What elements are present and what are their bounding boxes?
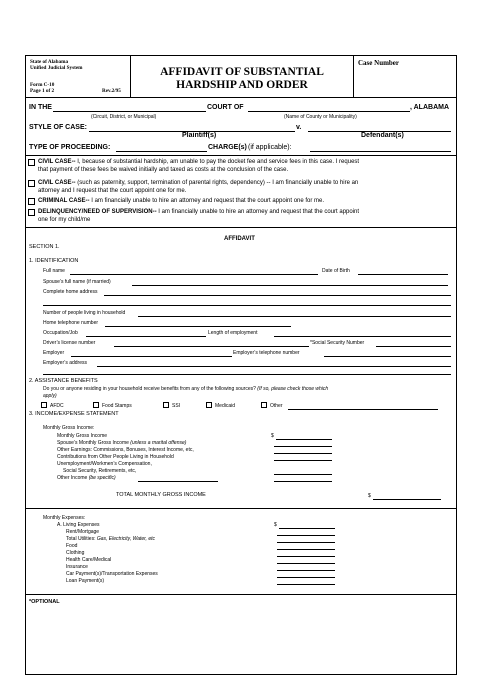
form-number: Form C-10: [30, 82, 55, 88]
civil-case-fees-checkbox[interactable]: [28, 159, 35, 166]
assistance-note: apply): [43, 393, 57, 399]
home-phone-label: Home telephone number: [43, 320, 99, 326]
food-stamps-checkbox[interactable]: [93, 402, 99, 408]
utilities-label: Total Utilities: Gas, Electricity, Water, etc: [66, 536, 156, 542]
criminal-case-checkbox[interactable]: [28, 198, 35, 205]
optional-note: *OPTIONAL: [29, 599, 60, 605]
employer-field[interactable]: [71, 356, 232, 357]
assistance-title: 2. ASSISTANCE BENEFITS: [29, 378, 98, 384]
rent-label: Rent/Mortgage: [66, 529, 100, 535]
home-address-label: Complete home address: [43, 289, 98, 295]
case-number-label: Case Number: [358, 59, 400, 67]
footer-divider: [26, 594, 456, 595]
type-proceeding-label: TYPE OF PROCEEDING:: [29, 144, 111, 151]
alabama-label: , ALABAMA: [410, 104, 450, 111]
employer-address-field-2[interactable]: [43, 374, 451, 375]
other-benefit-field[interactable]: [288, 409, 438, 410]
insurance-label: Insurance: [66, 564, 88, 570]
contributions-label: Contributions from Other People Living in Household: [57, 454, 174, 460]
delinquency-checkbox[interactable]: [28, 209, 35, 216]
length-employment-field[interactable]: [274, 336, 451, 337]
total-income-field[interactable]: [373, 499, 441, 500]
income-heading: Monthly Gross Income:: [43, 425, 95, 431]
loan-payment-field[interactable]: [277, 584, 335, 585]
full-name-label: Full name: [43, 268, 65, 274]
in-the-label: IN THE: [29, 104, 52, 111]
contributions-field[interactable]: [274, 460, 332, 461]
employer-phone-field[interactable]: [324, 356, 451, 357]
spouse-name-label: Spouse’s full name (if married): [43, 279, 111, 285]
other-earnings-label: Other Earnings: Commissions, Bonuses, Interest Income, etc,: [57, 447, 194, 453]
if-applicable-label: (if applicable):: [248, 144, 292, 151]
rent-field[interactable]: [277, 535, 335, 536]
options-divider: [26, 227, 456, 228]
medicaid-label: Medicaid: [215, 403, 236, 409]
assistance-question: Do you or anyone residing in your household receive benefits from any of the following sources? (If so, please check those which: [43, 386, 329, 392]
plaintiffs-label: Plaintiff(s): [182, 132, 217, 139]
court-type-hint: (Circuit, District, or Municipal): [91, 114, 157, 120]
insurance-field[interactable]: [277, 570, 335, 571]
option-2-line-2: attorney and I request that the court appoint one for me.: [38, 188, 187, 194]
dob-label: Date of Birth: [322, 268, 350, 274]
social-security-label: Social Security, Retirements, etc,: [63, 468, 137, 474]
total-income-dollar: $: [368, 493, 371, 499]
household-count-label: Number of people living in household: [43, 310, 126, 316]
option-3-line-1: CRIMINAL CASE-- I am financially unable to hire an attorney and request that the court appoint one for me.: [38, 198, 325, 204]
other-benefit-label: Other: [270, 403, 283, 409]
employer-phone-label: Employer’s telephone number: [233, 350, 300, 356]
court-of-label: COURT OF: [207, 104, 244, 111]
afdc-label: AFDC: [50, 403, 64, 409]
full-name-field[interactable]: [70, 274, 318, 275]
revision: Rev.2/95: [102, 88, 121, 94]
form-page: [25, 55, 457, 675]
ssi-label: SSI: [172, 403, 181, 409]
car-payment-field[interactable]: [277, 577, 335, 578]
ssn-label: *Social Security Number: [310, 340, 365, 346]
income-expense-title: 3. INCOME/EXPENSE STATEMENT: [29, 411, 119, 417]
option-4-line-1: DELINQUENCY/NEED OF SUPERVISION-- I am financially unable to hire an attorney and request that the court appoint: [38, 209, 360, 215]
court-info-box: [26, 56, 131, 97]
clothing-field[interactable]: [277, 556, 335, 557]
spouse-income-field[interactable]: [274, 446, 332, 447]
affidavit-heading: AFFIDAVIT: [224, 236, 255, 242]
title-line-1: AFFIDAVIT OF SUBSTANTIAL: [160, 66, 324, 78]
county-field[interactable]: [248, 111, 410, 112]
state-label: State of Alabama: [30, 59, 69, 65]
caption-divider: [26, 155, 456, 156]
medicaid-checkbox[interactable]: [206, 402, 212, 408]
spouse-name-field[interactable]: [132, 285, 448, 286]
defendants-label: Defendant(s): [361, 132, 404, 139]
loan-payment-label: Loan Payment(s): [66, 578, 105, 584]
other-income-field[interactable]: [274, 481, 332, 482]
license-field[interactable]: [114, 346, 309, 347]
total-income-label: TOTAL MONTHLY GROSS INCOME: [116, 492, 206, 498]
county-hint: (Name of County or Municipality): [284, 114, 357, 120]
employer-label: Employer: [43, 350, 65, 356]
identification-title: 1. IDENTIFICATION: [29, 258, 79, 264]
food-label: Food: [66, 543, 78, 549]
health-care-field[interactable]: [277, 563, 335, 564]
home-phone-field[interactable]: [105, 326, 291, 327]
option-4-line-2: one for my child/me: [38, 217, 91, 223]
court-type-field[interactable]: [53, 111, 206, 112]
unemployment-field[interactable]: [274, 474, 332, 475]
car-payment-label: Car Payment(s)/Transportation Expenses: [66, 571, 158, 577]
living-expenses-dollar: $: [274, 522, 277, 528]
other-income-label: Other Income (be specific): [57, 475, 116, 481]
health-care-label: Health Care/Medical: [66, 557, 112, 563]
form-header: [26, 56, 456, 98]
expenses-heading: Monthly Expenses:: [43, 515, 86, 521]
home-address-field[interactable]: [104, 295, 451, 296]
system-label: Unified Judicial System: [30, 65, 83, 71]
utilities-field[interactable]: [277, 542, 335, 543]
dob-field[interactable]: [358, 274, 448, 275]
option-1-line-1: CIVIL CASE-- I, because of substantial hardship, am unable to pay the docket fee and service fees in this case. I request: [38, 159, 360, 165]
other-income-spec-field[interactable]: [138, 481, 218, 482]
other-benefit-checkbox[interactable]: [261, 402, 267, 408]
versus-label: v.: [296, 124, 302, 131]
other-earnings-field[interactable]: [274, 453, 332, 454]
monthly-gross-label: Monthly Gross Income: [57, 433, 108, 439]
unemployment-label: Unemployment/Workmen’s Compensation,: [57, 461, 152, 467]
clothing-label: Clothing: [66, 550, 85, 556]
civil-case-attorney-checkbox[interactable]: [28, 180, 35, 187]
page-info: Page 1 of 2: [30, 88, 55, 94]
occupation-label: Occupation/Job: [43, 330, 78, 336]
monthly-gross-dollar: $: [271, 433, 274, 439]
option-2-line-1: CIVIL CASE-- (such as paternity, support, termination of parental rights, dependency) -- I am financially unable to hire an: [38, 180, 359, 186]
length-employment-label: Length of employment: [208, 330, 258, 336]
option-1-line-2: that payment of these fees be waived initially and taxed as costs at the conclusion of the case.: [38, 167, 289, 173]
license-label: Driver’s license number: [43, 340, 96, 346]
form-title: [131, 56, 353, 97]
case-number-box[interactable]: [353, 56, 457, 97]
living-expenses-field[interactable]: [279, 528, 335, 529]
spouse-income-label: Spouse’s Monthly Gross Income (unless a marital offense): [57, 440, 187, 446]
monthly-gross-field[interactable]: [276, 439, 332, 440]
food-stamps-label: Food Stamps: [102, 403, 132, 409]
title-line-2: HARDSHIP AND ORDER: [176, 79, 308, 91]
occupation-field[interactable]: [86, 336, 206, 337]
charges-field[interactable]: [310, 151, 451, 152]
living-expenses-label: A. Living Expenses: [57, 522, 100, 528]
proceeding-field[interactable]: [116, 151, 207, 152]
income-divider: [26, 508, 456, 509]
section-1-label: SECTION 1.: [29, 244, 60, 250]
style-of-case-label: STYLE OF CASE:: [29, 124, 87, 131]
food-field[interactable]: [277, 549, 335, 550]
ssn-field[interactable]: [376, 346, 451, 347]
charges-label: CHARGE(s): [208, 144, 247, 151]
home-address-field-2[interactable]: [43, 305, 451, 306]
employer-address-label: Employer’s address: [43, 360, 88, 366]
employer-address-field[interactable]: [97, 366, 451, 367]
ssi-checkbox[interactable]: [163, 402, 169, 408]
afdc-checkbox[interactable]: [41, 402, 47, 408]
household-count-field[interactable]: [138, 316, 451, 317]
